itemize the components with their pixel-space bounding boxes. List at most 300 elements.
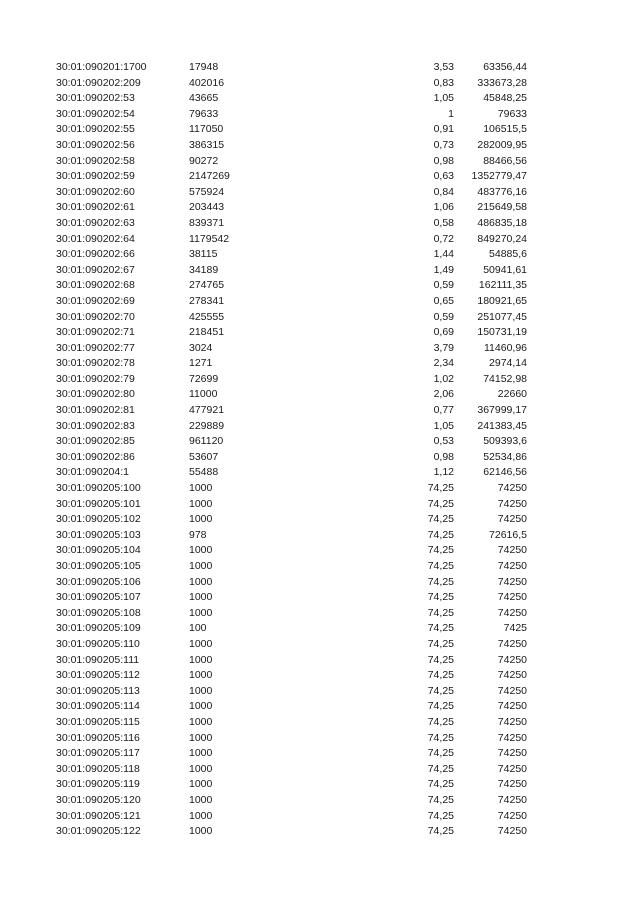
rate-cell: 0,83 <box>433 76 454 89</box>
value-cell: 367999,17 <box>477 404 527 417</box>
area-cell: 1000 <box>189 560 213 572</box>
spacer-cell <box>299 341 401 357</box>
cadastral-number-cell: 30:01:090202:61 <box>56 201 135 214</box>
table-row <box>56 154 527 170</box>
spacer-cell <box>299 777 401 793</box>
value-cell: 74152,98 <box>483 372 527 385</box>
value-cell: 62146,56 <box>483 466 527 479</box>
table-row <box>56 512 527 528</box>
table-row <box>56 200 527 216</box>
value-cell: 45848,25 <box>483 92 527 105</box>
value-cell: 74250 <box>497 715 527 728</box>
spacer-cell <box>299 294 401 310</box>
area-cell: 839371 <box>189 216 225 229</box>
table-row <box>56 310 527 326</box>
cadastral-number-cell: 30:01:090202:70 <box>56 310 135 323</box>
spacer-cell <box>299 543 401 559</box>
cadastral-number-cell: 30:01:090205:118 <box>56 762 140 775</box>
rate-cell: 1,05 <box>433 419 454 432</box>
area-cell: 1000 <box>189 497 213 510</box>
table-row <box>56 465 527 481</box>
table-row <box>56 372 527 388</box>
spacer-cell <box>299 637 401 653</box>
cadastral-number-cell: 30:01:090205:102 <box>56 513 141 526</box>
spacer-cell <box>299 247 401 263</box>
value-cell: 74250 <box>497 637 527 650</box>
table-row <box>56 590 527 606</box>
table-row <box>56 684 527 700</box>
rate-cell: 74,25 <box>427 825 454 838</box>
table-row <box>56 356 527 372</box>
table-row <box>56 699 527 715</box>
table-row <box>56 715 527 731</box>
value-cell: 509393,6 <box>483 435 527 448</box>
cadastral-number-cell: 30:01:090205:120 <box>56 793 141 806</box>
area-cell: 1000 <box>189 700 213 713</box>
cadastral-number-cell: 30:01:090205:106 <box>56 575 141 588</box>
rate-cell: 0,63 <box>433 170 454 183</box>
value-cell: 74250 <box>497 731 527 744</box>
rate-cell: 0,73 <box>433 138 454 151</box>
cadastral-number-cell: 30:01:090202:54 <box>56 107 135 120</box>
cadastral-number-cell: 30:01:090205:100 <box>56 482 141 495</box>
value-cell: 333673,28 <box>477 76 527 89</box>
area-cell: 203443 <box>189 201 225 214</box>
value-cell: 7425 <box>503 622 527 635</box>
area-cell: 477921 <box>189 404 225 417</box>
rate-cell: 74,25 <box>427 762 454 775</box>
spacer-cell <box>299 216 401 232</box>
rate-cell: 0,72 <box>433 232 454 245</box>
value-cell: 180921,65 <box>477 294 527 307</box>
table-row <box>56 606 527 622</box>
rate-cell: 74,25 <box>427 544 454 557</box>
area-cell: 72699 <box>189 372 219 385</box>
value-cell: 88466,56 <box>483 154 527 167</box>
table-row <box>56 263 527 279</box>
value-cell: 74250 <box>497 762 527 775</box>
spacer-cell <box>299 434 401 450</box>
cadastral-number-cell: 30:01:090202:66 <box>56 248 135 261</box>
cadastral-number-cell: 30:01:090205:109 <box>56 622 141 635</box>
area-cell: 229889 <box>189 419 225 432</box>
cadastral-number-cell: 30:01:090205:107 <box>56 591 141 604</box>
area-cell: 274765 <box>189 279 225 292</box>
area-cell: 90272 <box>189 154 219 167</box>
area-cell: 1000 <box>189 482 213 495</box>
cadastral-number-cell: 30:01:090202:69 <box>56 294 135 307</box>
spacer-cell <box>299 122 401 138</box>
cadastral-number-cell: 30:01:090205:114 <box>56 700 140 713</box>
cadastral-number-cell: 30:01:090202:79 <box>56 372 135 385</box>
value-cell: 162111,35 <box>478 279 527 292</box>
rate-cell: 1,05 <box>433 92 454 105</box>
rate-cell: 74,25 <box>427 669 454 682</box>
spacer-cell <box>299 154 401 170</box>
cadastral-number-cell: 30:01:090202:67 <box>56 263 135 276</box>
cadastral-number-cell: 30:01:090202:63 <box>56 216 135 229</box>
cadastral-number-cell: 30:01:090204:1 <box>56 466 129 479</box>
value-cell: 74250 <box>497 606 527 619</box>
spacer-cell <box>299 465 401 481</box>
area-cell: 961120 <box>189 435 224 448</box>
rate-cell: 74,25 <box>427 497 454 510</box>
value-cell: 52534,86 <box>483 450 527 463</box>
table-row <box>56 341 527 357</box>
value-cell: 74250 <box>497 825 527 838</box>
spacer-cell <box>299 76 401 92</box>
spacer-cell <box>299 824 401 840</box>
value-cell: 11460,96 <box>483 341 527 354</box>
table-row <box>56 793 527 809</box>
rate-cell: 74,25 <box>427 528 454 541</box>
spacer-cell <box>299 731 401 747</box>
area-cell: 1271 <box>189 357 213 370</box>
cadastral-number-cell: 30:01:090205:121 <box>56 809 141 822</box>
spacer-cell <box>299 809 401 825</box>
table-row <box>56 543 527 559</box>
area-cell: 1000 <box>189 606 213 619</box>
rate-cell: 74,25 <box>427 637 454 650</box>
area-cell: 1000 <box>189 762 213 775</box>
table-row <box>56 777 527 793</box>
area-cell: 1179542 <box>189 232 230 245</box>
area-cell: 386315 <box>189 138 225 151</box>
value-cell: 241383,45 <box>477 419 527 432</box>
value-cell: 74250 <box>497 591 527 604</box>
table-row <box>56 668 527 684</box>
cadastral-number-cell: 30:01:090205:111 <box>56 653 140 666</box>
cadastral-number-cell: 30:01:090202:55 <box>56 123 135 136</box>
spacer-cell <box>299 762 401 778</box>
table-row <box>56 122 527 138</box>
spacer-cell <box>299 403 401 419</box>
spacer-cell <box>299 606 401 622</box>
rate-cell: 74,25 <box>427 622 454 635</box>
area-cell: 575924 <box>189 185 225 198</box>
value-cell: 74250 <box>497 497 527 510</box>
rate-cell: 74,25 <box>427 731 454 744</box>
value-cell: 215649,58 <box>477 201 527 214</box>
spacer-cell <box>299 715 401 731</box>
value-cell: 74250 <box>497 482 527 495</box>
cadastral-number-cell: 30:01:090202:56 <box>56 138 135 151</box>
table-row <box>56 76 527 92</box>
spacer-cell <box>299 653 401 669</box>
area-cell: 11000 <box>189 388 218 401</box>
rate-cell: 0,69 <box>433 326 454 339</box>
spacer-cell <box>299 699 401 715</box>
table-row <box>56 450 527 466</box>
cadastral-number-cell: 30:01:090202:53 <box>56 92 135 105</box>
table-row <box>56 403 527 419</box>
spacer-cell <box>299 684 401 700</box>
spacer-cell <box>299 621 401 637</box>
cadastral-number-cell: 30:01:090202:60 <box>56 185 135 198</box>
area-cell: 1000 <box>189 544 213 557</box>
table-row <box>56 481 527 497</box>
rate-cell: 2,34 <box>433 357 454 370</box>
spacer-cell <box>299 450 401 466</box>
rate-cell: 74,25 <box>427 575 454 588</box>
area-cell: 425555 <box>189 310 225 323</box>
spacer-cell <box>299 512 401 528</box>
table-body <box>56 60 527 840</box>
area-cell: 1000 <box>189 684 213 697</box>
rate-cell: 1,06 <box>433 201 454 214</box>
rate-cell: 0,98 <box>433 154 454 167</box>
spacer-cell <box>299 325 401 341</box>
cadastral-number-cell: 30:01:090202:86 <box>56 450 135 463</box>
value-cell: 150731,19 <box>477 326 527 339</box>
area-cell: 1000 <box>189 793 213 806</box>
rate-cell: 0,58 <box>433 216 454 229</box>
spacer-cell <box>299 60 401 76</box>
rate-cell: 0,53 <box>433 435 454 448</box>
rate-cell: 3,79 <box>433 341 454 354</box>
table-row <box>56 746 527 762</box>
table-row <box>56 278 527 294</box>
area-cell: 1000 <box>189 809 213 822</box>
area-cell: 1000 <box>189 747 213 760</box>
rate-cell: 0,84 <box>433 185 454 198</box>
rate-cell: 74,25 <box>427 591 454 604</box>
cadastral-number-cell: 30:01:090205:108 <box>56 606 141 619</box>
rate-cell: 74,25 <box>427 653 454 666</box>
value-cell: 74250 <box>497 560 527 572</box>
spacer-cell <box>299 387 401 403</box>
value-cell: 22660 <box>497 388 527 401</box>
spacer-cell <box>299 793 401 809</box>
spacer-cell <box>299 356 401 372</box>
spacer-cell <box>299 590 401 606</box>
area-cell: 1000 <box>189 778 213 791</box>
area-cell: 1000 <box>189 825 213 838</box>
spacer-cell <box>299 419 401 435</box>
area-cell: 100 <box>189 622 207 635</box>
table-row <box>56 731 527 747</box>
cadastral-number-cell: 30:01:090202:81 <box>56 404 135 417</box>
spacer-cell <box>299 278 401 294</box>
spacer-cell <box>299 372 401 388</box>
cadastral-number-cell: 30:01:090205:122 <box>56 825 141 838</box>
spacer-cell <box>299 138 401 154</box>
table-row <box>56 247 527 263</box>
table-row <box>56 559 527 575</box>
value-cell: 486835,18 <box>477 216 527 229</box>
cadastral-number-cell: 30:01:090201:1700 <box>56 61 147 73</box>
spacer-cell <box>299 310 401 326</box>
area-cell: 402016 <box>189 76 225 89</box>
cadastral-number-cell: 30:01:090202:68 <box>56 279 135 292</box>
value-cell: 74250 <box>497 513 527 526</box>
rate-cell: 3,53 <box>433 61 454 73</box>
spacer-cell <box>299 200 401 216</box>
area-cell: 17948 <box>189 61 219 73</box>
rate-cell: 1,44 <box>433 248 454 261</box>
value-cell: 282009,95 <box>477 138 527 151</box>
spacer-cell <box>299 575 401 591</box>
area-cell: 38115 <box>189 248 218 261</box>
cadastral-number-cell: 30:01:090202:64 <box>56 232 135 245</box>
area-cell: 3024 <box>189 341 213 354</box>
rate-cell: 0,59 <box>433 310 454 323</box>
area-cell: 1000 <box>189 715 213 728</box>
table-row <box>56 653 527 669</box>
table-row <box>56 216 527 232</box>
value-cell: 74250 <box>497 669 527 682</box>
area-cell: 34189 <box>189 263 219 276</box>
table-row <box>56 637 527 653</box>
rate-cell: 0,59 <box>433 279 454 292</box>
area-cell: 2147269 <box>189 170 230 183</box>
rate-cell: 1,02 <box>433 372 454 385</box>
cadastral-number-cell: 30:01:090202:80 <box>56 388 135 401</box>
table-row <box>56 294 527 310</box>
table-row <box>56 232 527 248</box>
cadastral-number-cell: 30:01:090205:101 <box>56 497 141 510</box>
spacer-cell <box>299 528 401 544</box>
cadastral-number-cell: 30:01:090202:78 <box>56 357 135 370</box>
value-cell: 74250 <box>497 809 527 822</box>
area-cell: 1000 <box>189 575 213 588</box>
table-row <box>56 107 527 123</box>
value-cell: 72616,5 <box>489 528 527 541</box>
spacer-cell <box>299 91 401 107</box>
rate-cell: 74,25 <box>427 560 454 572</box>
spacer-cell <box>299 107 401 123</box>
rate-cell: 74,25 <box>427 513 454 526</box>
table-row <box>56 387 527 403</box>
cadastral-number-cell: 30:01:090202:71 <box>56 326 135 339</box>
table-row <box>56 528 527 544</box>
rate-cell: 0,65 <box>433 294 454 307</box>
spacer-cell <box>299 559 401 575</box>
area-cell: 1000 <box>189 669 213 682</box>
table-row <box>56 325 527 341</box>
cadastral-number-cell: 30:01:090205:104 <box>56 544 141 557</box>
table-row <box>56 762 527 778</box>
cadastral-number-cell: 30:01:090205:113 <box>56 684 140 697</box>
area-cell: 79633 <box>189 107 219 120</box>
cadastral-number-cell: 30:01:090205:105 <box>56 560 141 572</box>
cadastral-number-cell: 30:01:090205:103 <box>56 528 141 541</box>
value-cell: 74250 <box>497 544 527 557</box>
cadastral-number-cell: 30:01:090202:77 <box>56 341 135 354</box>
spacer-cell <box>299 481 401 497</box>
rate-cell: 1,12 <box>433 466 454 479</box>
value-cell: 63356,44 <box>483 61 527 73</box>
spacer-cell <box>299 497 401 513</box>
table-row <box>56 824 527 840</box>
rate-cell: 1,49 <box>433 263 454 276</box>
value-cell: 74250 <box>497 700 527 713</box>
value-cell: 54885,6 <box>489 248 527 261</box>
cadastral-number-cell: 30:01:090205:110 <box>56 637 140 650</box>
value-cell: 251077,45 <box>477 310 527 323</box>
value-cell: 50941,61 <box>483 263 527 276</box>
cadastral-number-cell: 30:01:090205:117 <box>56 747 140 760</box>
rate-cell: 0,98 <box>433 450 454 463</box>
spacer-cell <box>299 746 401 762</box>
spacer-cell <box>299 169 401 185</box>
area-cell: 53607 <box>189 450 219 463</box>
cadastral-number-cell: 30:01:090205:112 <box>56 669 140 682</box>
value-cell: 74250 <box>497 653 527 666</box>
table-row <box>56 497 527 513</box>
value-cell: 2974,14 <box>489 357 527 370</box>
table-row <box>56 575 527 591</box>
area-cell: 978 <box>189 528 207 541</box>
rate-cell: 0,91 <box>433 123 454 136</box>
value-cell: 1352779,47 <box>471 170 527 183</box>
value-cell: 74250 <box>497 747 527 760</box>
area-cell: 1000 <box>189 591 213 604</box>
rate-cell: 74,25 <box>427 747 454 760</box>
cadastral-number-cell: 30:01:090205:116 <box>56 731 140 744</box>
table-row <box>56 91 527 107</box>
spacer-cell <box>299 668 401 684</box>
cadastral-number-cell: 30:01:090202:58 <box>56 154 135 167</box>
cadastral-number-cell: 30:01:090202:209 <box>56 76 141 89</box>
cadastral-number-cell: 30:01:090205:115 <box>56 715 140 728</box>
rate-cell: 74,25 <box>427 809 454 822</box>
value-cell: 849270,24 <box>477 232 527 245</box>
value-cell: 74250 <box>497 575 527 588</box>
spacer-cell <box>299 263 401 279</box>
table-row <box>56 809 527 825</box>
value-cell: 106515,5 <box>483 123 527 136</box>
table-row <box>56 434 527 450</box>
value-cell: 74250 <box>497 684 527 697</box>
rate-cell: 74,25 <box>427 606 454 619</box>
area-cell: 1000 <box>189 637 213 650</box>
area-cell: 1000 <box>189 731 213 744</box>
area-cell: 1000 <box>189 513 213 526</box>
area-cell: 117050 <box>189 123 224 136</box>
cadastral-number-cell: 30:01:090202:83 <box>56 419 135 432</box>
rate-cell: 74,25 <box>427 793 454 806</box>
rate-cell: 74,25 <box>427 684 454 697</box>
table-row <box>56 138 527 154</box>
cadastral-number-cell: 30:01:090202:85 <box>56 435 135 448</box>
rate-cell: 0,77 <box>433 404 454 417</box>
value-cell: 483776,16 <box>477 185 527 198</box>
area-cell: 1000 <box>189 653 213 666</box>
rate-cell: 1 <box>448 107 454 120</box>
value-cell: 74250 <box>497 778 527 791</box>
spacer-cell <box>299 185 401 201</box>
table-row <box>56 185 527 201</box>
table-row <box>56 169 527 185</box>
table-row <box>56 621 527 637</box>
cadastral-number-cell: 30:01:090205:119 <box>56 778 140 791</box>
area-cell: 55488 <box>189 466 219 479</box>
cadastral-table <box>56 60 527 840</box>
spacer-cell <box>299 232 401 248</box>
area-cell: 218451 <box>189 326 225 339</box>
table-row <box>56 419 527 435</box>
value-cell: 74250 <box>497 793 527 806</box>
rate-cell: 74,25 <box>427 700 454 713</box>
rate-cell: 74,25 <box>427 482 454 495</box>
rate-cell: 2,06 <box>433 388 454 401</box>
value-cell: 79633 <box>497 107 527 120</box>
table-row <box>56 60 527 76</box>
rate-cell: 74,25 <box>427 715 454 728</box>
cadastral-number-cell: 30:01:090202:59 <box>56 170 135 183</box>
rate-cell: 74,25 <box>427 778 454 791</box>
